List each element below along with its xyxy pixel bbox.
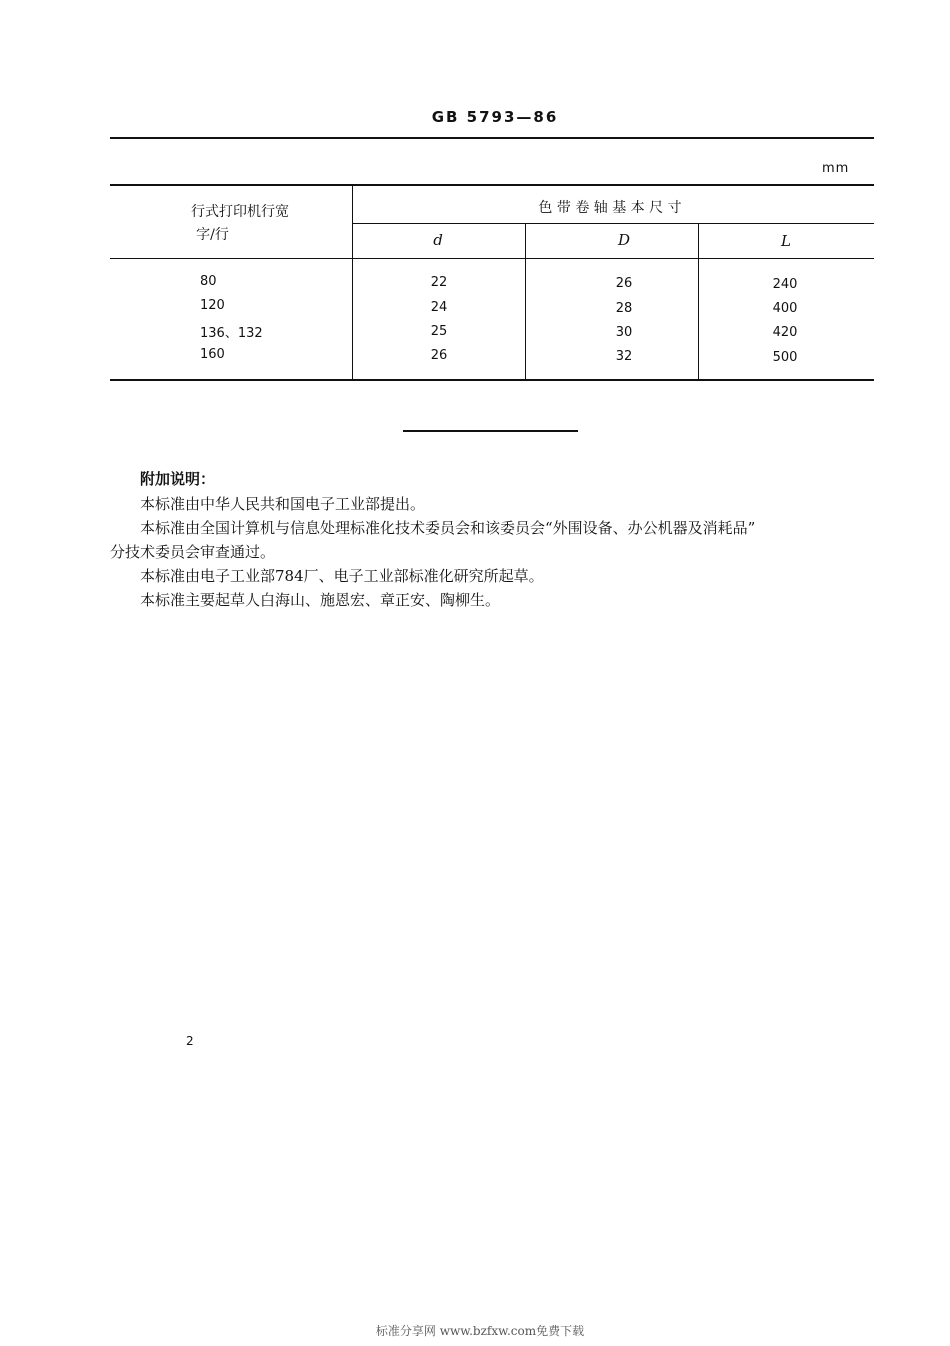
sub-header-d: d [433,231,443,249]
table-cell-d: 26 [430,348,448,363]
table-cell-width: 160 [200,347,225,362]
unit-label: mm [822,161,850,176]
group-header-ribbon-spool: 色 带 卷 轴 基 本 尺 寸 [538,200,682,216]
notes-title: 附加说明： [140,470,216,488]
group-header-rule [353,223,874,224]
col-header-unit: 字/行 [196,227,229,243]
table-cell-D: 30 [615,325,633,340]
col-header-width: 行式打印机行宽 [191,204,289,220]
table-cell-L: 240 [772,277,798,292]
table-vline-3 [698,223,699,379]
sub-header-L: L [781,232,791,250]
table-header-rule [110,258,874,259]
note-line: 本标准由中华人民共和国电子工业部提出。 [140,495,426,513]
table-cell-L: 400 [772,301,798,316]
footer-watermark-text: 标准分享网 www.bzfxw.com免费下载 [375,1324,585,1338]
table-vline-1 [352,185,353,379]
table-cell-d: 24 [430,300,448,315]
section-separator [403,430,578,432]
header-rule [110,137,874,139]
table-cell-d: 22 [430,275,448,290]
table-top-rule [110,184,874,186]
note-line: 本标准主要起草人白海山、施恩宏、章正安、陶柳生。 [140,591,501,609]
table-vline-2 [525,223,526,379]
table-cell-L: 420 [772,325,798,340]
table-cell-width: 120 [200,298,225,313]
sub-header-D: D [617,231,631,249]
table-cell-d: 25 [430,324,448,339]
table-cell-width: 136、132 [200,326,263,341]
table-cell-L: 500 [772,350,798,365]
note-line: 本标准由电子工业部784厂、电子工业部标准化研究所起草。 [140,567,544,585]
table-cell-D: 26 [615,276,633,291]
table-cell-width: 80 [200,274,217,289]
page-number: 2 [186,1034,194,1048]
table-cell-D: 32 [615,349,633,364]
note-line: 本标准由全国计算机与信息处理标准化技术委员会和该委员会“外围设备、办公机器及消耗品” [140,519,756,537]
table-cell-D: 28 [615,301,633,316]
table-bottom-rule [110,379,874,381]
standard-number-header: GB 5793—86 [431,108,559,126]
note-line: 分技术委员会审查通过。 [110,543,276,561]
